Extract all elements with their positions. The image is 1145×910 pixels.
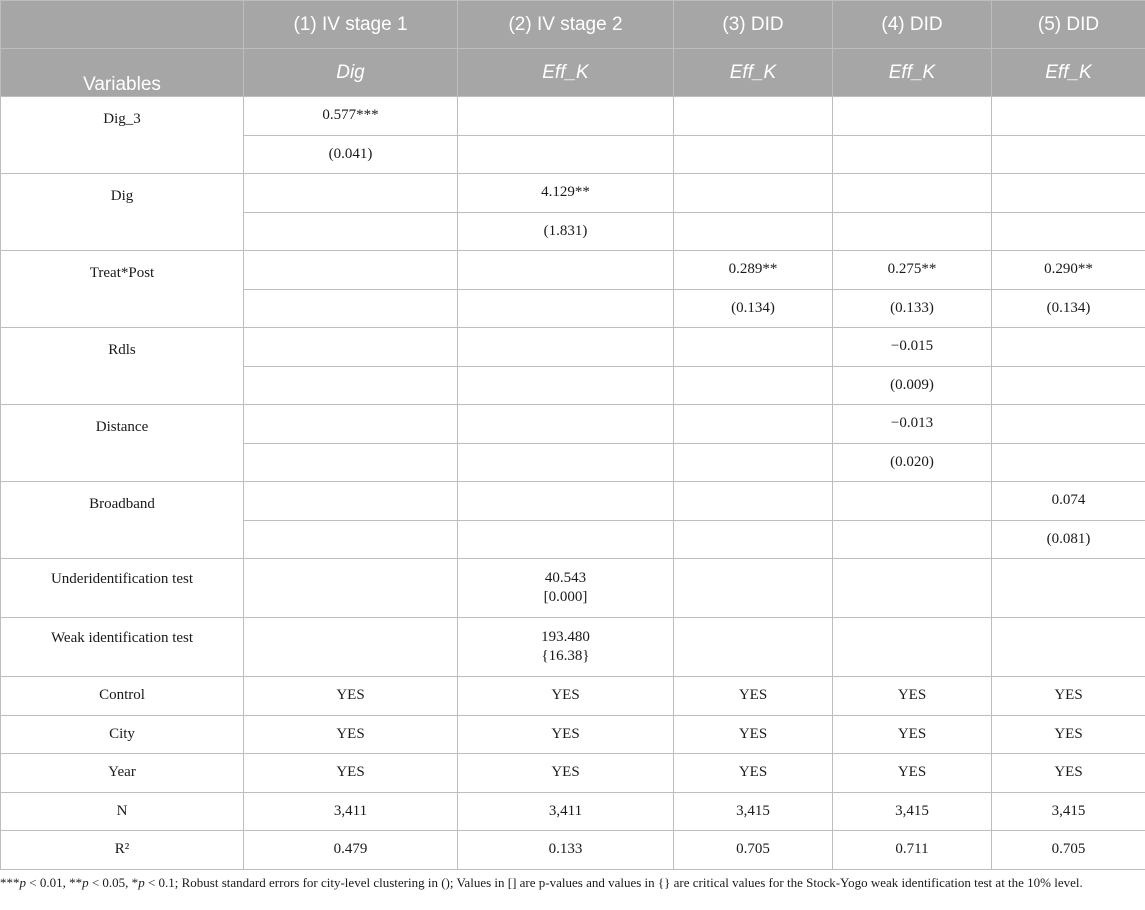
value-cell: 3,415 [833,792,992,831]
se-cell: (0.133) [833,289,992,328]
value-cell: YES [244,754,458,793]
se-cell: (0.134) [992,289,1145,328]
table-row [1,97,1145,136]
se-cell [458,443,674,482]
coef-cell [992,97,1145,136]
test-cell [674,559,833,618]
test-name: Underidentification test [1,559,244,618]
header-model-1: (1) IV stage 1 [244,1,458,49]
se-cell [833,135,992,174]
se-cell [674,135,833,174]
coef-cell [244,482,458,521]
table-row [1,328,1145,367]
test-cell [458,559,674,618]
value-cell: YES [458,715,674,754]
coef-cell [458,405,674,444]
row-label: Control [1,677,244,716]
coef-cell: 0.275** [833,251,992,290]
table-row [1,831,1145,870]
coef-cell: 4.129** [458,174,674,213]
coef-cell [458,251,674,290]
value-cell: 3,415 [674,792,833,831]
se-cell [674,366,833,405]
header-model-3: (3) DID [674,1,833,49]
header-depvar-4: Eff_K [833,49,992,97]
coef-cell [833,97,992,136]
value-cell: 0.705 [992,831,1145,870]
test-cell [244,559,458,618]
test-cell [674,618,833,677]
test-row [1,618,1145,677]
coef-cell: 0.290** [992,251,1145,290]
coef-cell [244,174,458,213]
se-cell [244,212,458,251]
value-cell: 0.133 [458,831,674,870]
table-footnote: ***p < 0.01, **p < 0.05, *p < 0.1; Robust standard errors for city-level clustering in (); Values in [] are p-values and values in {} are critical values for the Stock-Yogo weak identification test at the 10% level. [0,875,1083,890]
value-cell: YES [674,715,833,754]
coef-cell [458,482,674,521]
header-model-4: (4) DID [833,1,992,49]
value-cell: YES [992,677,1145,716]
variable-name: Treat*Post [1,251,244,328]
se-cell: (0.134) [674,289,833,328]
table-row [1,482,1145,521]
variable-name: Broadband [1,482,244,559]
se-cell [992,443,1145,482]
se-cell [992,212,1145,251]
table-row [1,174,1145,213]
coef-cell [833,174,992,213]
coef-cell: 0.289** [674,251,833,290]
se-cell: (0.081) [992,520,1145,559]
se-cell [833,212,992,251]
se-cell [833,520,992,559]
coef-cell [674,97,833,136]
header-depvar-5: Eff_K [992,49,1145,97]
value-cell: 3,411 [458,792,674,831]
se-cell: (0.020) [833,443,992,482]
value-cell: YES [674,754,833,793]
value-cell: YES [833,754,992,793]
value-cell: 0.479 [244,831,458,870]
se-cell: (1.831) [458,212,674,251]
se-cell [458,289,674,328]
table-row [1,251,1145,290]
table-row [1,754,1145,793]
header-blank [1,1,244,49]
header-variables: Variables [1,49,244,97]
value-cell: YES [458,677,674,716]
header-depvar-2: Eff_K [458,49,674,97]
se-cell [992,135,1145,174]
value-cell: YES [833,715,992,754]
variable-name: Rdls [1,328,244,405]
se-cell [244,443,458,482]
value-cell: YES [674,677,833,716]
coef-cell [244,251,458,290]
value-cell: YES [992,754,1145,793]
test-critical-value: {16.38} [541,648,590,664]
test-statistic: 40.543 [544,570,587,586]
se-cell [244,366,458,405]
coef-cell: 0.577*** [244,97,458,136]
test-cell [458,618,674,677]
value-cell: YES [992,715,1145,754]
header-depvar-3: Eff_K [674,49,833,97]
value-cell: 3,415 [992,792,1145,831]
coef-cell [458,97,674,136]
se-cell [992,366,1145,405]
coef-cell [674,328,833,367]
coef-cell [833,482,992,521]
test-cell [992,618,1145,677]
test-row [1,559,1145,618]
coef-cell [674,174,833,213]
header-model-5: (5) DID [992,1,1145,49]
coef-cell [992,405,1145,444]
test-statistic: 193.480 [541,629,590,645]
variable-name: Dig [1,174,244,251]
coef-cell [244,328,458,367]
coef-cell [458,328,674,367]
table-row [1,677,1145,716]
se-cell [674,443,833,482]
test-cell [244,618,458,677]
header-depvar-1: Dig [244,49,458,97]
coef-cell [674,405,833,444]
se-cell [674,212,833,251]
se-cell: (0.041) [244,135,458,174]
coef-cell: −0.013 [833,405,992,444]
variable-name: Distance [1,405,244,482]
coef-cell: 0.074 [992,482,1145,521]
value-cell: 3,411 [244,792,458,831]
test-pvalue: [0.000] [543,589,588,605]
row-label: R² [1,831,244,870]
row-label: Year [1,754,244,793]
test-name: Weak identification test [1,618,244,677]
value-cell: 0.705 [674,831,833,870]
test-cell [833,618,992,677]
coef-cell [244,405,458,444]
table-row [1,405,1145,444]
test-cell [992,559,1145,618]
table-row [1,715,1145,754]
value-cell: YES [833,677,992,716]
coef-cell [674,482,833,521]
table-row [1,792,1145,831]
test-cell [833,559,992,618]
value-cell: YES [458,754,674,793]
value-cell: 0.711 [833,831,992,870]
row-label: N [1,792,244,831]
value-cell: YES [244,677,458,716]
coef-cell [992,174,1145,213]
se-cell: (0.009) [833,366,992,405]
row-label: City [1,715,244,754]
variable-name: Dig_3 [1,97,244,174]
se-cell [458,520,674,559]
header-row-models [1,1,1145,49]
se-cell [458,366,674,405]
value-cell: YES [244,715,458,754]
se-cell [458,135,674,174]
header-model-2: (2) IV stage 2 [458,1,674,49]
se-cell [674,520,833,559]
coef-cell: −0.015 [833,328,992,367]
coef-cell [992,328,1145,367]
se-cell [244,520,458,559]
header-row-depvars [1,49,1145,97]
se-cell [244,289,458,328]
